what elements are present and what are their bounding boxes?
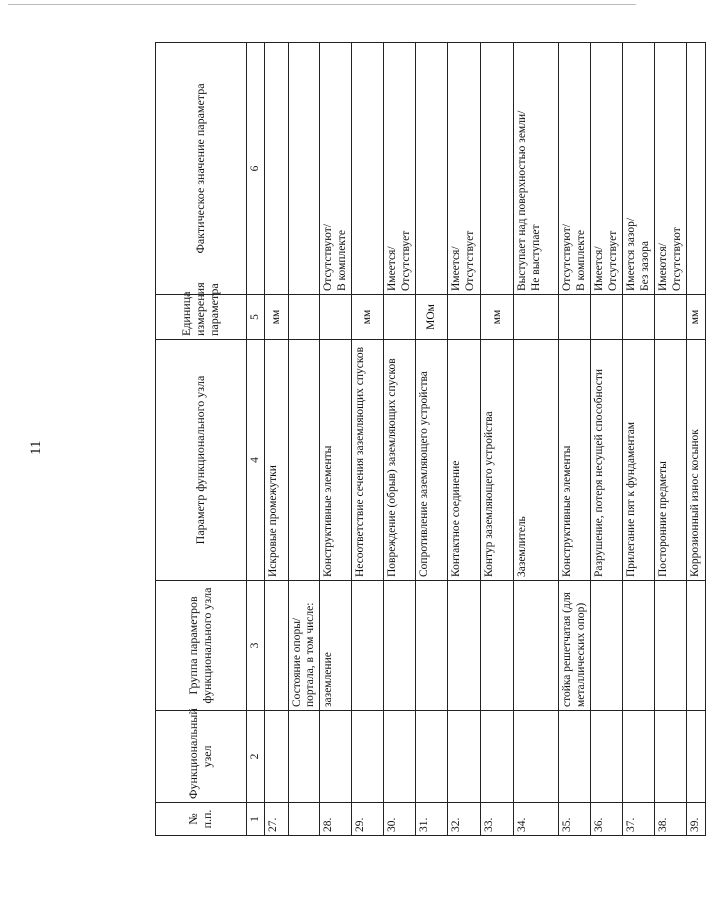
unit: мм — [687, 295, 705, 340]
table-row — [559, 43, 591, 836]
row-number: 31. — [416, 803, 448, 836]
parameter-name: Разрушение, потеря несущей способности — [591, 340, 623, 581]
column-number: 5 — [247, 295, 265, 340]
value-line: Имеется зазор/ — [625, 217, 638, 291]
unit — [623, 295, 655, 340]
functional-unit-cell — [623, 711, 655, 803]
actual-value — [289, 43, 320, 295]
column-number: 4 — [247, 340, 265, 581]
actual-value — [320, 43, 352, 295]
column-number: 3 — [247, 581, 265, 711]
parameter-group — [623, 581, 655, 711]
value-line: Отсутствует — [399, 230, 412, 291]
row-number: 39. — [687, 803, 705, 836]
functional-unit-cell — [687, 711, 705, 803]
parameter-name: Заземлитель — [514, 340, 559, 581]
header-functional-unit: Функциональный узел — [156, 711, 247, 803]
value-line: В комплекте — [335, 230, 348, 291]
actual-value — [655, 43, 687, 295]
functional-unit-cell — [384, 711, 416, 803]
rotated-table-stage — [155, 43, 702, 836]
column-number-row — [247, 43, 265, 836]
actual-value — [265, 43, 289, 295]
functional-unit-cell — [655, 711, 687, 803]
table-row — [265, 43, 289, 836]
unit — [448, 295, 481, 340]
table-row — [384, 43, 416, 836]
unit: мм — [265, 295, 289, 340]
actual-value — [687, 43, 705, 295]
functional-unit-cell — [448, 711, 481, 803]
column-number: 6 — [247, 43, 265, 295]
value-line: Без зазора — [638, 241, 651, 291]
unit — [384, 295, 416, 340]
table-row — [481, 43, 514, 836]
parameter-name: Прилегание пят к фундаментам — [623, 340, 655, 581]
unit — [655, 295, 687, 340]
value-line: Не выступает — [529, 224, 542, 291]
header-number: № п.п. — [156, 803, 247, 836]
parameter-name: Посторонние предметы — [655, 340, 687, 581]
header-unit: Единица измерения параметра — [156, 295, 247, 340]
parameter-group: стойка решетчатая (для металлических опор) — [559, 581, 591, 711]
parameter-group — [352, 581, 384, 711]
top-rule — [8, 4, 636, 5]
row-number: 37. — [623, 803, 655, 836]
row-number: 34. — [514, 803, 559, 836]
functional-unit-cell — [514, 711, 559, 803]
parameter-group: Состояние опоры/портала, в том числе: — [289, 581, 320, 711]
row-number: 33. — [481, 803, 514, 836]
table-row — [514, 43, 559, 836]
column-number: 1 — [247, 803, 265, 836]
header-parameter-group: Группа параметров функционального узла — [156, 581, 247, 711]
row-number: 32. — [448, 803, 481, 836]
parameter-name: Конструктивные элементы — [559, 340, 591, 581]
parameter-group — [655, 581, 687, 711]
actual-value — [481, 43, 514, 295]
parameter-name: Контур заземляющего устройства — [481, 340, 514, 581]
row-number: 36. — [591, 803, 623, 836]
table-row — [289, 43, 320, 836]
parameter-name: Сопротивление заземляющего устройства — [416, 340, 448, 581]
row-number: 27. — [265, 803, 289, 836]
parameter-group — [514, 581, 559, 711]
table-row — [352, 43, 384, 836]
unit: МОм — [416, 295, 448, 340]
actual-value — [416, 43, 448, 295]
table-row — [416, 43, 448, 836]
value-line: Имеется/ — [593, 246, 606, 291]
unit — [559, 295, 591, 340]
table-row — [448, 43, 481, 836]
parameter-name: Искровые промежутки — [265, 340, 289, 581]
value-line: Выступает над поверхностью земли/ — [516, 110, 529, 291]
functional-unit-cell — [481, 711, 514, 803]
value-line: Отсутствуют/ — [322, 224, 335, 291]
value-line: Имеются/ — [657, 243, 670, 291]
row-number — [289, 803, 320, 836]
parameters-table — [155, 42, 706, 836]
functional-unit-cell — [352, 711, 384, 803]
parameter-name: Несоответствие сечения заземляющих спусков — [352, 340, 384, 581]
parameter-name: Коррозионный износ косынок — [687, 340, 705, 581]
parameter-group — [384, 581, 416, 711]
column-number: 2 — [247, 711, 265, 803]
row-number: 35. — [559, 803, 591, 836]
functional-unit-cell — [559, 711, 591, 803]
value-line: Отсутствует — [463, 230, 476, 291]
unit — [591, 295, 623, 340]
unit: мм — [352, 295, 384, 340]
parameter-name: Контактное соединение — [448, 340, 481, 581]
functional-unit-cell — [289, 711, 320, 803]
header-actual-value: Фактическое значение параметра — [156, 43, 247, 295]
page-number: 11 — [28, 440, 44, 455]
row-number: 29. — [352, 803, 384, 836]
functional-unit-cell — [320, 711, 352, 803]
value-line: Отсутствуют/ — [561, 224, 574, 291]
parameter-group — [416, 581, 448, 711]
unit — [514, 295, 559, 340]
parameter-group — [481, 581, 514, 711]
unit — [289, 295, 320, 340]
header-row — [156, 43, 247, 836]
parameter-name — [289, 340, 320, 581]
unit — [320, 295, 352, 340]
parameter-name: Конструктивные элементы — [320, 340, 352, 581]
actual-value — [514, 43, 559, 295]
value-line: Имеется/ — [450, 246, 463, 291]
value-line: Отсутствуют — [670, 227, 683, 291]
unit: мм — [481, 295, 514, 340]
parameter-name: Повреждение (обрыв) заземляющих спусков — [384, 340, 416, 581]
actual-value — [623, 43, 655, 295]
value-line: В комплекте — [574, 230, 587, 291]
parameter-group — [448, 581, 481, 711]
actual-value — [591, 43, 623, 295]
actual-value — [448, 43, 481, 295]
parameter-group — [687, 581, 705, 711]
actual-value — [559, 43, 591, 295]
value-line: Имеется/ — [386, 246, 399, 291]
table-row — [687, 43, 705, 836]
value-line: Отсутствует — [606, 230, 619, 291]
parameter-group: заземление — [320, 581, 352, 711]
row-number: 28. — [320, 803, 352, 836]
table-row — [655, 43, 687, 836]
table-row — [320, 43, 352, 836]
table-row — [623, 43, 655, 836]
actual-value — [384, 43, 416, 295]
row-number: 30. — [384, 803, 416, 836]
functional-unit-cell — [265, 711, 289, 803]
parameter-group — [591, 581, 623, 711]
actual-value — [352, 43, 384, 295]
row-number: 38. — [655, 803, 687, 836]
parameter-group — [265, 581, 289, 711]
header-parameter: Параметр функционального узла — [156, 340, 247, 581]
functional-unit-cell — [416, 711, 448, 803]
table-row — [591, 43, 623, 836]
functional-unit-cell — [591, 711, 623, 803]
